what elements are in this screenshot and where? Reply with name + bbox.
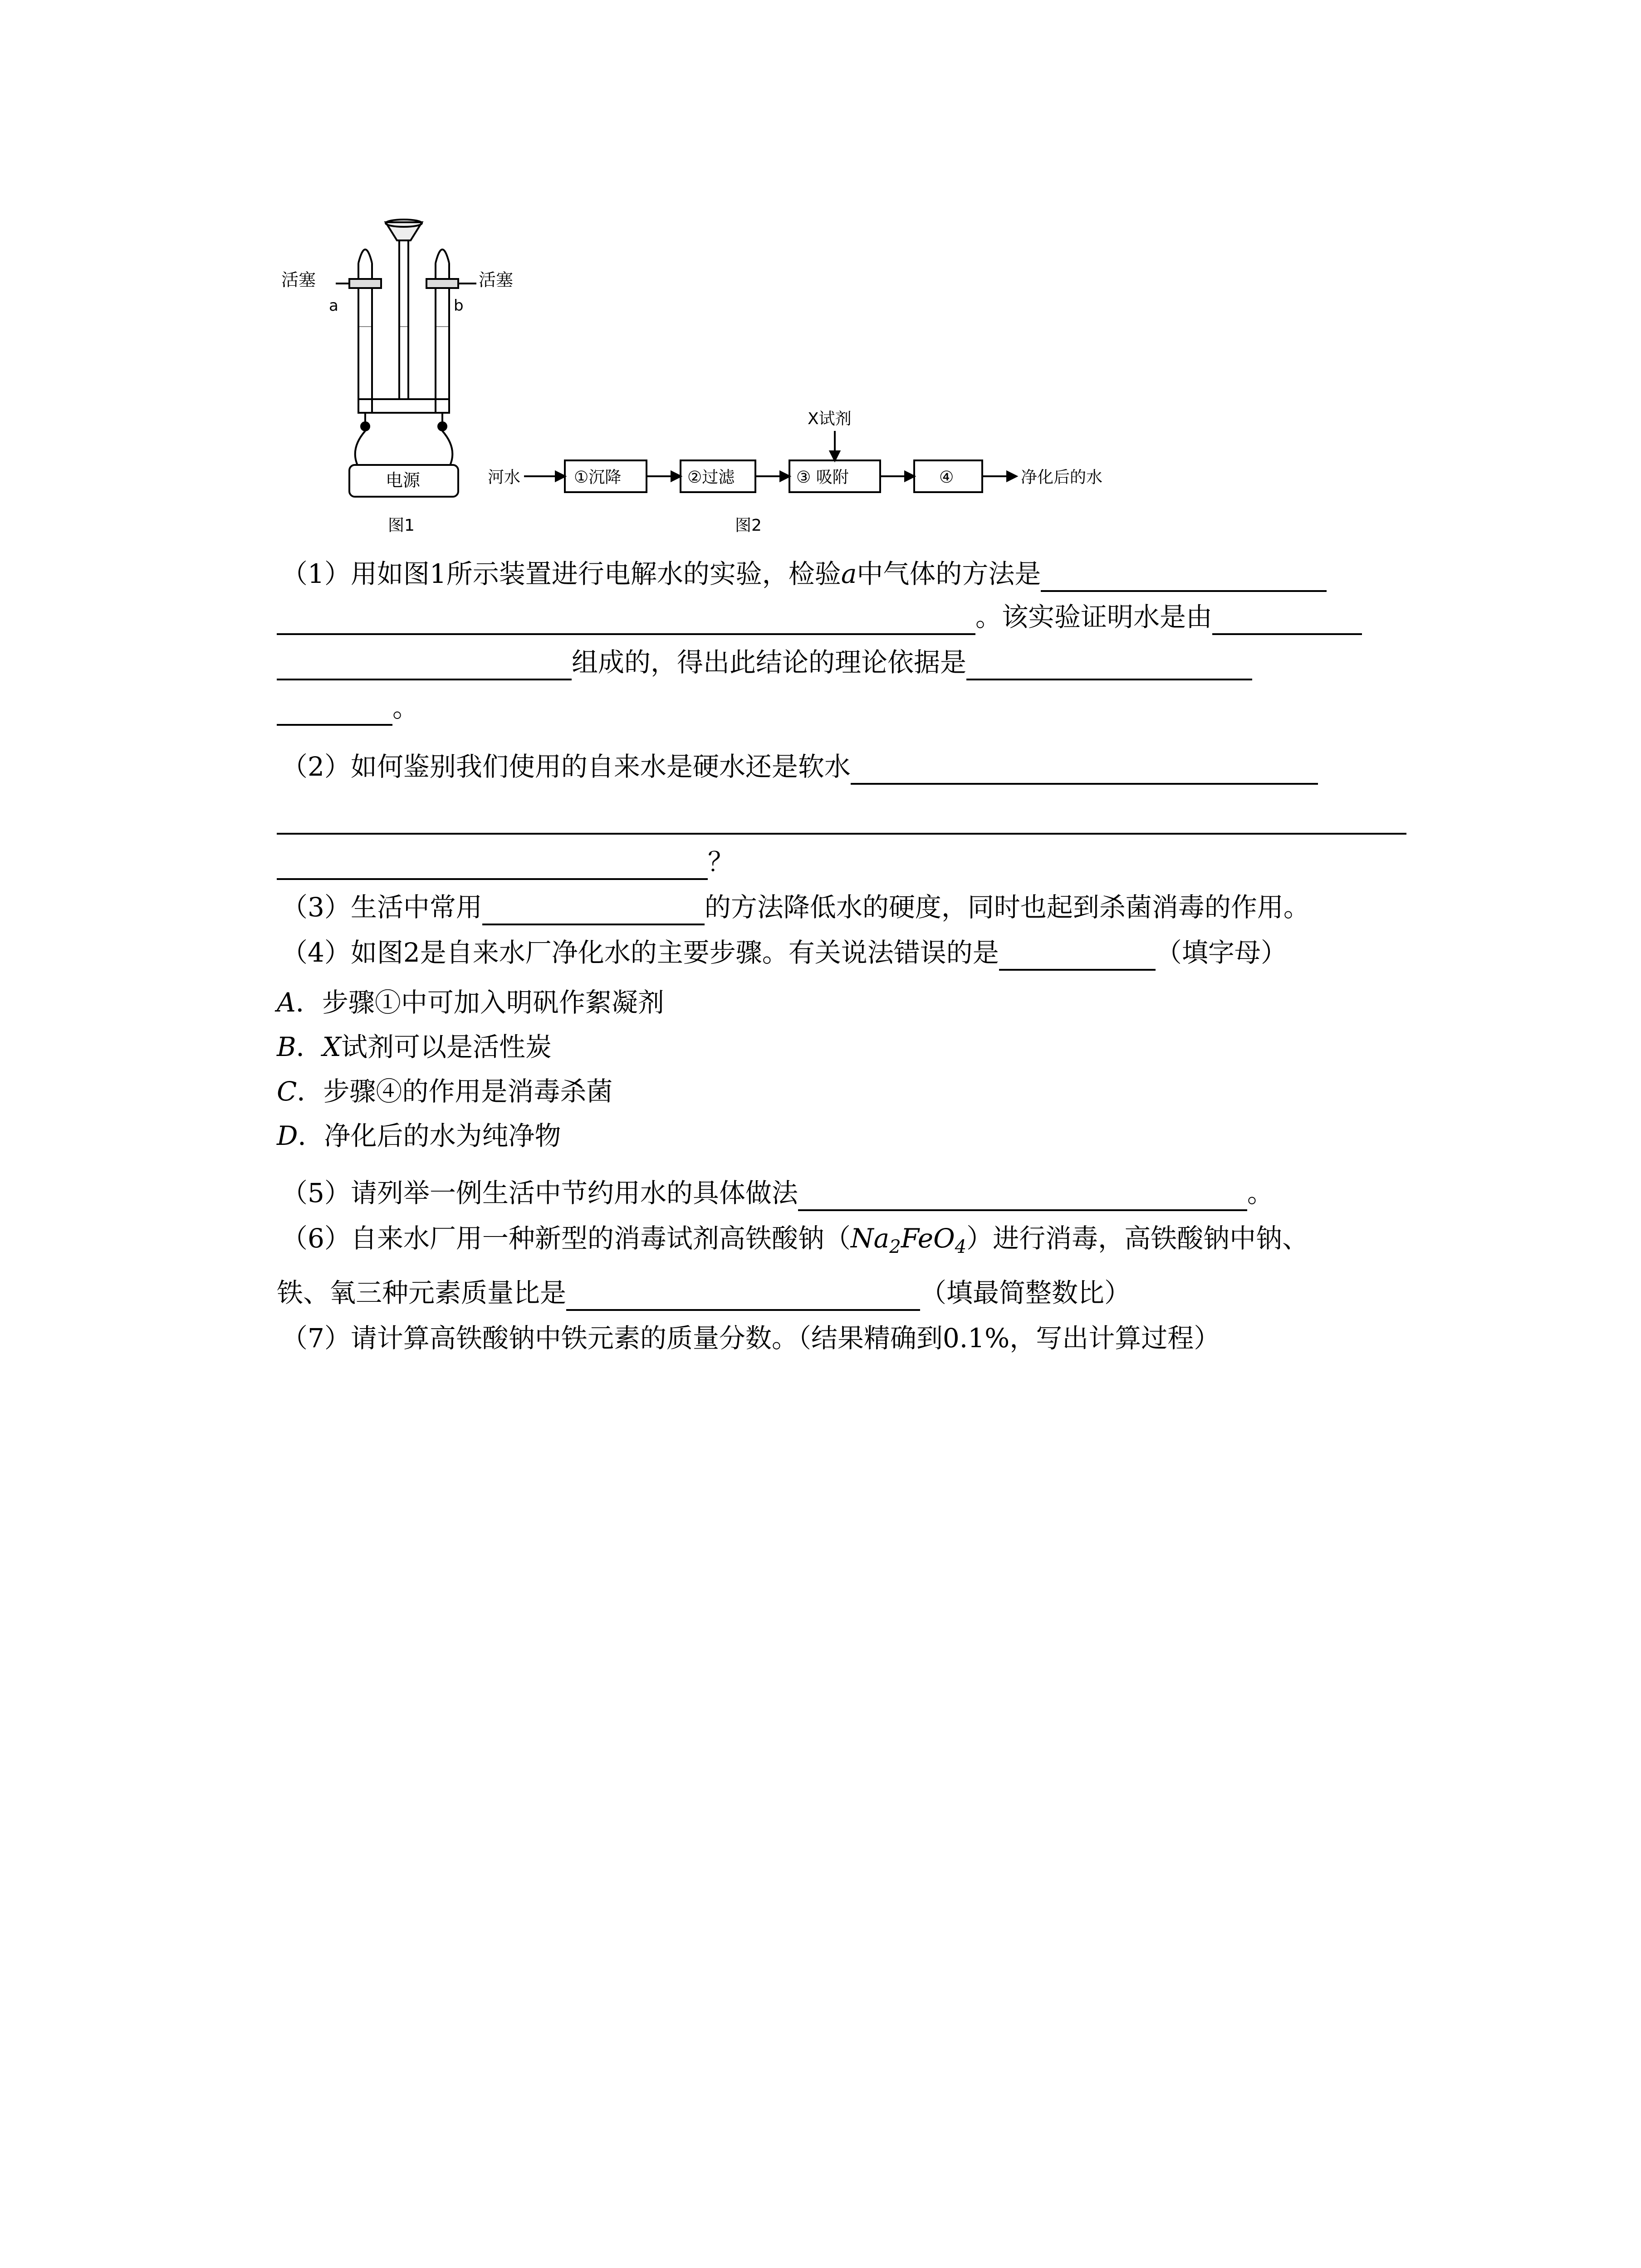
q3-text: （3）生活中常用 <box>281 892 482 923</box>
step3-label: ③ 吸附 <box>796 468 849 487</box>
q6-text: 铁、氧三种元素质量比是 <box>277 1277 567 1308</box>
q6-text: （填最简整数比） <box>920 1277 1131 1308</box>
q5-answer-blank[interactable] <box>798 1181 1247 1211</box>
option-letter: C <box>277 1076 297 1107</box>
step4-label: ④ <box>939 468 954 487</box>
q6-text: ）进行消毒，高铁酸钠中钠、 <box>966 1223 1309 1254</box>
q6-answer-blank[interactable] <box>566 1281 920 1311</box>
q3-text: 的方法降低水的硬度，同时也起到杀菌消毒的作用。 <box>704 892 1310 923</box>
output-label: 净化后的水 <box>1021 468 1103 487</box>
q2-answer-blank-cont2[interactable] <box>277 850 708 880</box>
q5-text: （5）请列举一例生活中节约用水的具体做法 <box>281 1178 798 1208</box>
q1-text: 。 <box>392 692 419 723</box>
q2-line3 <box>277 844 734 880</box>
figure-apparatus <box>272 213 1157 558</box>
q4-option-a: A．步骤①中可加入明矾作絮凝剂 <box>277 987 664 1018</box>
q1-line3 <box>277 644 1252 680</box>
q4-option-d: D．净化后的水为纯净物 <box>277 1120 561 1151</box>
formula-sub-4: 4 <box>955 1237 967 1257</box>
q1-text: 中气体的方法是 <box>857 558 1041 589</box>
option-text: 步骤④的作用是消毒杀菌 <box>323 1076 613 1107</box>
q1-line2 <box>277 599 1362 635</box>
q4-option-b: B．X试剂可以是活性炭 <box>277 1031 552 1062</box>
q3-answer-blank[interactable] <box>482 895 705 925</box>
q4-text: （填字母） <box>1155 937 1287 968</box>
reagent-label: X试剂 <box>808 410 852 428</box>
q7-line <box>281 1320 1220 1356</box>
option-letter: B <box>277 1031 296 1062</box>
formula-na: Na <box>850 1223 890 1254</box>
option-letter: D <box>277 1120 298 1151</box>
q2-line2 <box>277 798 1406 835</box>
right-stopcock-label: 活塞 <box>479 270 514 290</box>
option-var-x: X <box>322 1031 341 1062</box>
option-text: 步骤①中可加入明矾作絮凝剂 <box>322 987 664 1018</box>
q1-answer-blank-3-cont[interactable] <box>277 696 392 726</box>
option-text: 净化后的水为纯净物 <box>324 1120 561 1151</box>
q1-answer-blank-1-cont[interactable] <box>277 605 975 635</box>
q2-text: （2）如何鉴别我们使用的自来水是硬水还是软水 <box>281 751 851 782</box>
q1-var-a: a <box>841 558 857 589</box>
q1-answer-blank-2-cont[interactable] <box>277 650 572 680</box>
fig1-caption: 图1 <box>388 516 415 535</box>
q6-line1 <box>281 1220 1308 1265</box>
q1-text: 组成的，得出此结论的理论依据是 <box>572 647 967 678</box>
q1-answer-blank-1[interactable] <box>1041 562 1327 592</box>
q4-line <box>281 934 1287 971</box>
step2-label: ②过滤 <box>687 468 735 487</box>
q6-line2 <box>277 1275 1131 1311</box>
q1-answer-blank-3[interactable] <box>966 650 1252 680</box>
q7-text: （7）请计算高铁酸钠中铁元素的质量分数。（结果精确到0.1%，写出计算过程） <box>281 1323 1220 1354</box>
q1-text: （1）用如图1所示装置进行电解水的实验，检验 <box>281 558 841 589</box>
tube-b-label: b <box>454 297 464 315</box>
tube-a-label: a <box>329 297 338 315</box>
option-letter: A <box>277 987 296 1018</box>
q6-text: （6）自来水厂用一种新型的消毒试剂高铁酸钠（ <box>281 1223 851 1254</box>
fig2-caption: 图2 <box>735 516 762 535</box>
option-text: 试剂可以是活性炭 <box>341 1031 552 1062</box>
power-supply-label: 电源 <box>386 470 421 490</box>
left-stopcock-label: 活塞 <box>281 270 316 290</box>
q1-answer-blank-2[interactable] <box>1212 605 1362 635</box>
q2-line1 <box>281 748 1318 785</box>
q1-line4 <box>277 689 419 726</box>
formula-sub-2: 2 <box>889 1237 901 1257</box>
q2-answer-blank-cont[interactable] <box>277 805 1406 835</box>
q4-text: （4）如图2是自来水厂净化水的主要步骤。有关说法错误的是 <box>281 937 999 968</box>
q4-answer-blank[interactable] <box>999 941 1156 971</box>
q3-line <box>281 889 1310 925</box>
q1-text: 。该实验证明水是由 <box>975 601 1213 632</box>
q1-line1 <box>281 556 1327 592</box>
q2-text: ？ <box>708 846 735 877</box>
source-label: 河水 <box>488 468 521 487</box>
q5-text: 。 <box>1247 1178 1274 1208</box>
electrolysis-apparatus <box>336 220 476 497</box>
step1-label: ①沉降 <box>574 468 622 487</box>
q2-answer-blank[interactable] <box>851 755 1318 785</box>
q4-option-c: C．步骤④的作用是消毒杀菌 <box>277 1076 613 1107</box>
q5-line <box>281 1175 1274 1211</box>
formula-feo: FeO <box>901 1223 955 1254</box>
